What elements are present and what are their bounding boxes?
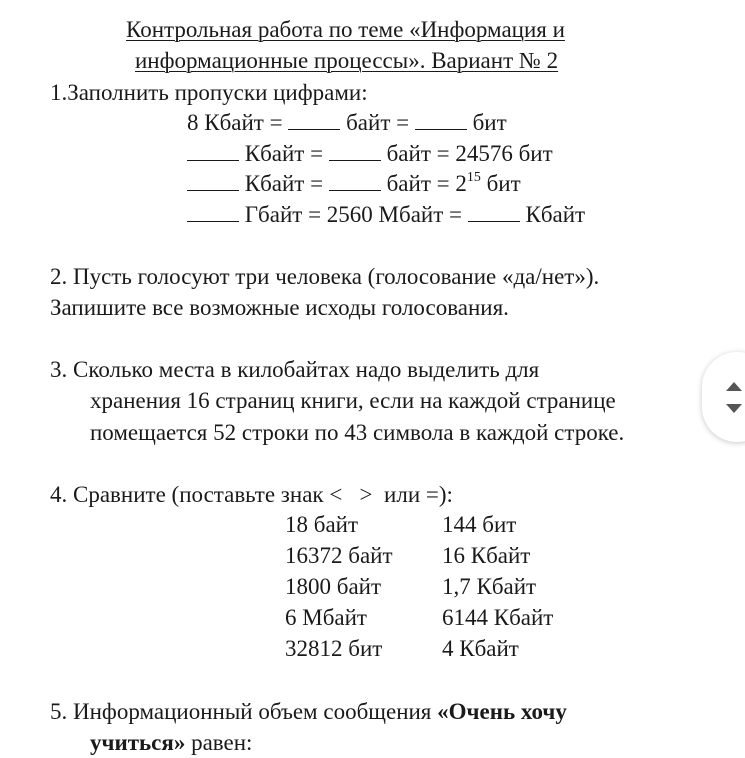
q1-row-1	[187, 108, 507, 138]
q5-prefix: 5. Информационный объем сообщения	[50, 699, 438, 724]
q1-row2-a: Кбайт =	[244, 141, 324, 166]
chevron-down-icon[interactable]	[726, 404, 742, 413]
question-3-line-2: хранения 16 страниц книги, если на каждой странице	[90, 388, 616, 413]
q5-bold-2: учиться»	[90, 730, 186, 755]
compare-left: 16372 байт	[285, 543, 393, 568]
answer-blank	[288, 109, 340, 130]
q1-row1-c: бит	[472, 110, 507, 135]
question-1-heading: 1.Заполнить пропуски цифрами:	[50, 80, 368, 105]
question-5-line-1	[50, 697, 567, 727]
q1-row2-b: байт = 24576 бит	[386, 141, 553, 166]
compare-right: 144 бит	[442, 512, 517, 537]
scroll-widget[interactable]	[702, 352, 745, 442]
compare-left: 1800 байт	[285, 574, 382, 599]
q5-bold-1: «Очень хочу	[437, 699, 567, 724]
compare-left: 6 Мбайт	[285, 605, 367, 630]
q1-row4-b: Кбайт	[525, 202, 586, 227]
chevron-up-icon[interactable]	[726, 382, 742, 391]
q1-row1-b: байт =	[346, 110, 410, 135]
compare-right: 6144 Кбайт	[442, 605, 554, 630]
title-line-1: Контрольная работа по теме «Информация и	[126, 17, 565, 42]
answer-blank	[329, 170, 381, 191]
q1-row-2	[187, 139, 553, 169]
answer-blank	[187, 140, 239, 161]
answer-blank	[329, 140, 381, 161]
question-2-line-1: 2. Пусть голосуют три человека (голосование «да/нет»).	[50, 264, 600, 289]
compare-right: 4 Кбайт	[442, 636, 519, 661]
q1-row3-a: Кбайт =	[244, 171, 324, 196]
compare-left: 32812 бит	[285, 636, 383, 661]
answer-blank	[468, 201, 520, 222]
question-3-line-3: помещается 52 строки по 43 символа в каждой строке.	[90, 420, 625, 445]
q1-row-4	[187, 200, 585, 230]
question-3-line-1: 3. Сколько места в килобайтах надо выделить для	[50, 357, 540, 382]
q1-row1-a: 8 Кбайт =	[187, 110, 283, 135]
q1-row3-b: байт = 2	[386, 171, 467, 196]
question-4-heading: 4. Сравните (поставьте знак < > или =):	[50, 482, 453, 507]
question-2-line-2: Запишите все возможные исходы голосования.	[50, 295, 509, 320]
title-line-2: информационные процессы». Вариант № 2	[135, 48, 559, 73]
answer-blank	[187, 201, 239, 222]
answer-blank	[187, 170, 239, 191]
compare-right: 16 Кбайт	[442, 543, 531, 568]
q5-suffix: равен:	[185, 730, 253, 755]
compare-right: 1,7 Кбайт	[442, 574, 537, 599]
exponent: 15	[466, 170, 481, 185]
q1-row4-a: Гбайт = 2560 Мбайт =	[244, 202, 462, 227]
answer-blank	[415, 109, 467, 130]
q1-row-3	[187, 169, 521, 199]
question-5-line-2	[90, 728, 252, 758]
q1-row3-c: бит	[480, 171, 521, 196]
compare-left: 18 байт	[285, 512, 359, 537]
